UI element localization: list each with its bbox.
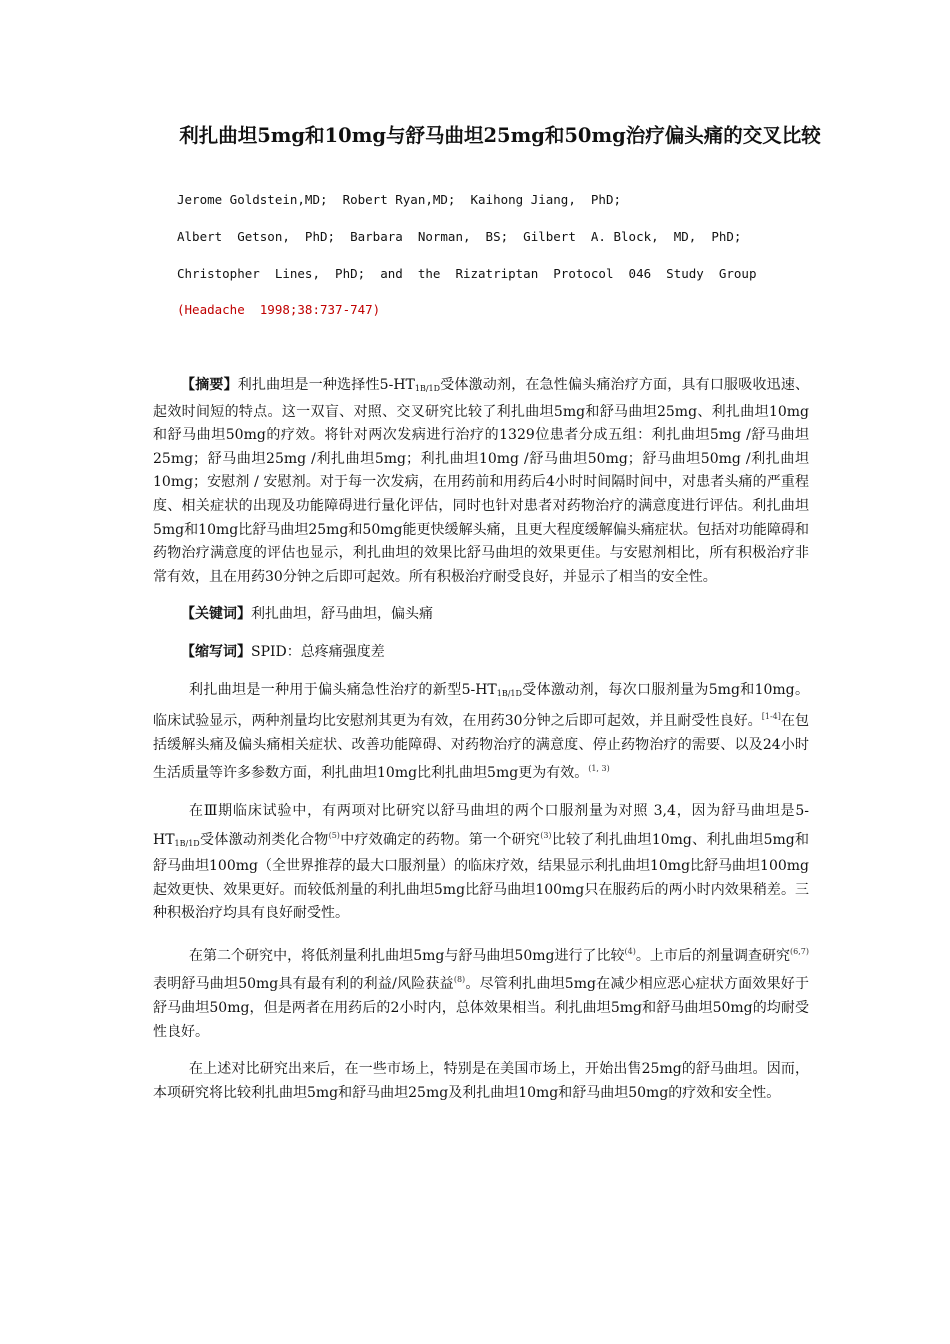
abbrev-label: 【缩写词】	[181, 643, 251, 660]
abstract-text-b: 受体激动剂，在急性偏头痛治疗方面，具有口服吸收迅速、起效时间短的特点。这一双盲、对照、交叉研究比较了利扎曲坦5mg和舒马曲坦25mg、利扎曲坦10mg和舒马曲坦50mg的疗效。将针对两次发病进行治疗的1329位患者分成五组：利扎曲坦5mg /舒马曲坦25mg；舒马曲坦25mg /利扎曲坦5mg；利扎曲坦10mg /舒马曲坦50mg；舒马曲坦50mg /利扎曲坦10mg；安慰剂 / 安慰剂。对于每一次发病，在用药前和用药后4小时时间隔时间中，对患者头痛的严重程度、相关症状的出现及功能障碍进行量化评估，同时也针对患者对药物治疗的满意度进行评估。利扎曲坦5mg和10mg比舒马曲坦25mg和50mg能更快缓解头痛，且更大程度缓解偏头痛症状。包括对功能障碍和药物治疗满意度的评估也显示，利扎曲坦的效果比舒马曲坦的效果更佳。与安慰剂相比，所有积极治疗非常有效，且在用药30分钟之后即可起效。所有积极治疗耐受良好，并显示了相当的安全性。	[153, 377, 810, 585]
p1-text-3: 在包括缓解头痛及偏头痛相关症状、改善功能障碍、对药物治疗的满意度、停止药物治疗的需要、以及24小时生活质量等许多参数方面，利扎曲坦10mg比利扎曲坦5mg更为有效。	[153, 713, 810, 782]
p3-ref-1: (4)	[624, 946, 636, 956]
body-paragraph-3	[153, 940, 809, 1044]
p3-text-4: 。尽管利扎曲坦5mg在减少相应恶心症状方面效果好于舒马曲坦50mg，但是两者在用药后的2小时内，总体效果相当。利扎曲坦5mg和舒马曲坦50mg的均耐受性良好。	[153, 976, 809, 1040]
p2-text-1: 在Ⅲ期临床试验中，有两项对比研究以舒马曲坦的两个口服剂量为对照 3,4，因为舒马曲坦是5-HT	[153, 802, 809, 848]
p2-ref-2: (3)	[540, 830, 552, 840]
abbrev-text: SPID：总疼痛强度差	[251, 643, 385, 660]
p1-ref-1: [1-4]	[761, 712, 781, 722]
p3-text-2: 。上市后的剂量调查研究	[635, 947, 791, 964]
abstract-paragraph	[153, 374, 809, 589]
p1-ref-2: (1, 3)	[588, 764, 610, 774]
p1-text-2: 受体激动剂，每次口服剂量为5mg和10mg。临床试验显示，两种剂量均比安慰剂其更为有效，在用药30分钟之后即可起效，并且耐受性良好。	[153, 681, 809, 730]
abbrev-paragraph	[153, 641, 809, 665]
body-paragraph-1	[153, 679, 809, 786]
p2-text-4: 比较了利扎曲坦10mg、利扎曲坦5mg和舒马曲坦100mg（全世界推荐的最大口服剂量）的临床疗效，结果显示利扎曲坦10mg比舒马曲坦100mg起效更快、效果更好。而较低剂量的利扎曲坦5mg比舒马曲坦100mg只在服药后的两小时内效果稍差。三种积极治疗均具有良好耐受性。	[153, 831, 810, 922]
author-line-2: Albert Getson, PhD; Barbara Norman, BS; Gilbert A. Block, MD, PhD;	[177, 229, 742, 244]
author-list	[177, 190, 817, 301]
abstract-text-a: 利扎曲坦是一种选择性5-HT	[237, 377, 415, 393]
author-line-3: Christopher Lines, PhD; and the Rizatriptan Protocol 046 Study Group	[177, 266, 757, 281]
p3-ref-2: (6,7)	[790, 946, 810, 956]
p3-text-3: 表明舒马曲坦50mg具有最有利的利益/风险获益	[153, 976, 454, 993]
p2-text-3: 中疗效确定的药物。第一个研究	[339, 831, 541, 848]
body-paragraph-2	[153, 800, 809, 926]
article-body	[153, 374, 809, 1119]
p1-text-1: 利扎曲坦是一种用于偏头痛急性治疗的新型5-HT	[189, 681, 497, 698]
p2-subscript: 1B/1D	[174, 838, 200, 848]
p3-ref-3: (8)	[453, 975, 466, 985]
keywords-text: 利扎曲坦，舒马曲坦，偏头痛	[251, 606, 433, 623]
keywords-label: 【关键词】	[181, 606, 251, 623]
body-paragraph-4: 在上述对比研究出来后，在一些市场上，特别是在美国市场上，开始出售25mg的舒马曲坦。因而，本项研究将比较利扎曲坦5mg和舒马曲坦25mg及利扎曲坦10mg和舒马曲坦50mg的疗效和安全性。	[153, 1061, 809, 1101]
p2-text-2: 受体激动剂类化合物	[199, 831, 329, 848]
abstract-label: 【摘要】	[181, 377, 238, 393]
keywords-paragraph	[153, 603, 809, 627]
receptor-subscript: 1B/1D	[414, 384, 441, 393]
p2-ref-1: (5)	[328, 830, 340, 840]
author-line-1: Jerome Goldstein,MD; Robert Ryan,MD; Kaihong Jiang, PhD;	[177, 192, 622, 207]
p1-subscript: 1B/1D	[496, 688, 522, 698]
p3-text-1: 在第二个研究中，将低剂量利扎曲坦5mg与舒马曲坦50mg进行了比较	[189, 947, 625, 964]
paper-title: 利扎曲坦5mg和10mg与舒马曲坦25mg和50mg治疗偏头痛的交叉比较	[179, 124, 821, 147]
journal-citation: (Headache 1998;38:737-747)	[177, 302, 381, 317]
